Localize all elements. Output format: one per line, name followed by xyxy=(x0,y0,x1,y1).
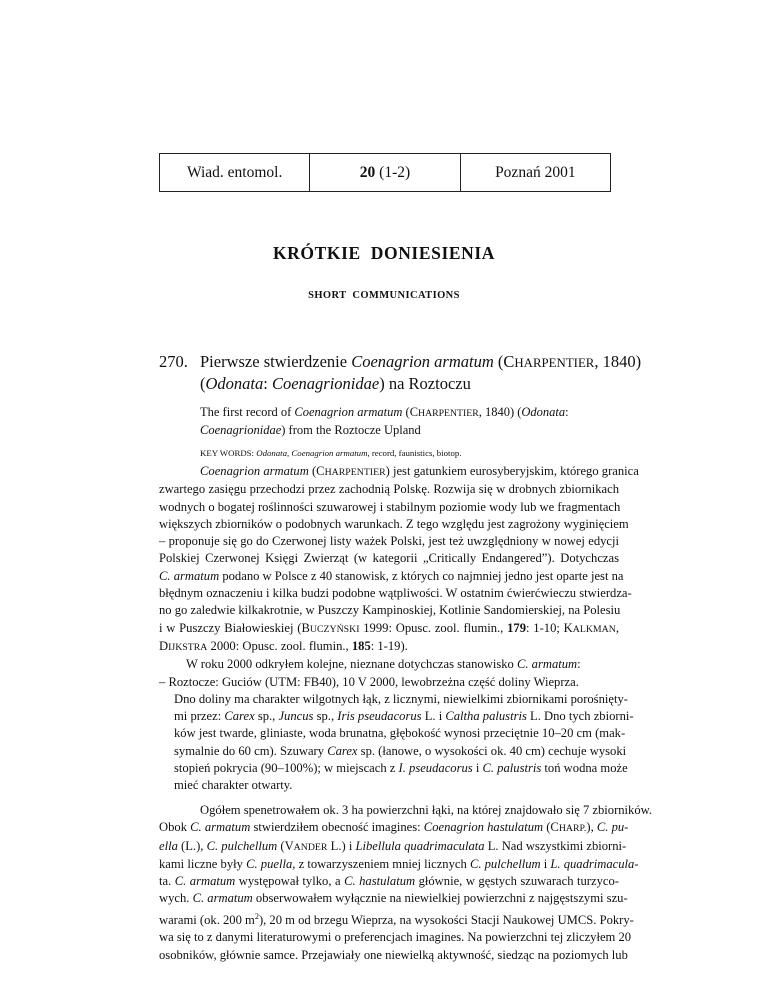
paragraph-4-line: wych. C. armatum obserwowałem wyłącznie na niewielkiej powierzchni z najgęstszymi szu- xyxy=(159,891,628,906)
locality-record: – Roztocze: Guciów (UTM: FB40), 10 V 2000, lewobrzeżna część doliny Wieprza. xyxy=(159,674,579,689)
paragraph-3-line: symalnie do 60 cm). Szuwary Carex sp. (łanowe, o wysokości ok. 40 cm) cechuje wysoki xyxy=(174,743,627,758)
paragraph-4-line: Obok C. armatum stwierdziłem obecność imagines: Coenagrion hastulatum (CHARP.), C. pu- xyxy=(159,820,629,835)
paragraph-1-line: – proponuje się go do Czerwonej listy ważek Polski, jest też uwzględniony w nowej edycji xyxy=(159,534,619,549)
keywords-label: KEY WORDS: xyxy=(200,448,255,458)
paragraph-3-line: stopień pokrycia (90–100%); w miejscach z I. pseudacorus i C. palustris toń wodna może xyxy=(174,761,628,776)
paragraph-4-line: kami liczne były C. puella, z towarzyszeniem mniej licznych C. pulchellum i L. quadrimacula- xyxy=(159,856,639,871)
keywords-text: Odonata, Coenagrion armatum, record, faunistics, biotop. xyxy=(256,448,462,458)
section-subtitle: SHORT COMMUNICATIONS xyxy=(308,290,460,301)
paragraph-1-line: i w Puszczy Białowieskiej (BUCZYŃSKI 1999: Opusc. zool. flumin., 179: 1-10; KALKMAN, xyxy=(159,620,619,635)
paragraph-4-line: ta. C. armatum występował tylko, a C. hastulatum głównie, w gęstych szuwarach turzyco- xyxy=(159,874,619,889)
article-title-line-1: Pierwsze stwierdzenie Coenagrion armatum (CHARPENTIER, 1840) xyxy=(200,352,642,371)
paragraph-1 xyxy=(159,463,639,795)
place-year: Poznań 2001 xyxy=(495,163,576,181)
paragraph-1-line: C. armatum podano w Polsce z 40 stanowisk, z których co najmniej jedno jest oparte jest na xyxy=(159,568,624,583)
paragraph-1-line: Polskiej Czerwonej Księgi Zwierząt (w kategorii „Critically Endangered”). Dotychczas xyxy=(159,551,619,566)
paragraph-1-line: błędnym oznaczeniu i kilka budzi podobne wątpliwości. W ostatnim ćwierćwieczu stwierdza- xyxy=(159,586,632,601)
volume-issue xyxy=(310,154,460,191)
paragraph-1-line: wodnych o bogatej roślinności szuwarowej i stabilnym poziomie wody lub we fragmentach xyxy=(159,499,621,514)
paragraph-4-line: osobników, głównie samce. Przejawiały one niewielką aktywność, siedząc na poziomych lub xyxy=(159,947,628,962)
article-title-line-2: (Odonata: Coenagrionidae) na Roztoczu xyxy=(200,374,471,393)
paragraph-3-line: mi przez: Carex sp., Juncus sp., Iris pseudacorus L. i Caltha palustris L. Dno tych zbiorni- xyxy=(174,709,634,724)
paragraph-1-line: no go zaledwie kilkakrotnie, w Puszczy Kampinoskiej, Kotlinie Sandomierskiej, na Polesiu xyxy=(159,603,621,618)
journal-name: Wiad. entomol. xyxy=(160,154,310,191)
paragraph-1-line: DIJKSTRA 2000: Opusc. zool. flumin., 185: 1-19). xyxy=(159,638,408,653)
paragraph-1-line: większych zbiorników o podobnych warunkach. Z tego względu jest zagrożony wyginięciem xyxy=(159,516,629,531)
paragraph-2: W roku 2000 odkryłem kolejne, nieznane dotychczas stanowisko C. armatum: xyxy=(186,657,581,672)
paragraph-4-line: wa się to z danymi literaturowymi o preferencjach imagines. Na powierzchni tej zliczyłem 20 xyxy=(159,930,632,945)
section-title: KRÓTKIE DONIESIENIA xyxy=(272,243,496,263)
journal-header-table xyxy=(159,153,611,192)
article-number: 270. xyxy=(159,352,188,371)
paragraph-3-line: Dno doliny ma charakter wilgotnych łąk, z licznymi, niewielkimi zbiornikami porośnięty- xyxy=(174,691,628,706)
english-title: The first record of Coenagrion armatum (CHARPENTIER, 1840) (Odonata: Coenagrionidae) from the Roztocze Upland xyxy=(200,405,569,437)
paragraph-3-line: mieć charakter otwarty. xyxy=(174,778,293,793)
issue-number: (1-2) xyxy=(375,163,411,181)
paragraph-4-line: warami (ok. 200 $m^2$), 20 m od brzegu Wieprza, na wysokości Stacji Naukowej UMCS. Pokry- xyxy=(159,911,634,927)
paragraph-3-line: ków jest twarde, gliniaste, woda brunatna, głębokość wynosi przeciętnie 10–20 cm (mak- xyxy=(174,726,626,741)
volume-number: 20 xyxy=(359,163,376,181)
paragraph-4 xyxy=(159,802,653,964)
paragraph-4-line: Ogółem spenetrowałem ok. 3 ha powierzchni łąki, na której znajdowało się 7 zbiorników. xyxy=(200,803,653,817)
paragraph-1-line: zwartego zasięgu przechodzi przez zachodnią Polskę. Rozwija się w drobnych zbiornikach xyxy=(159,482,619,497)
paragraph-4-line: ella (L.), C. pulchellum (VANDER L.) i Libellula quadrimaculata L. Nad wszystkimi zbiorni- xyxy=(159,838,627,853)
paragraph-1-line: Coenagrion armatum (CHARPENTIER) jest gatunkiem eurosyberyjskim, którego granica xyxy=(200,464,639,478)
keywords xyxy=(200,448,620,458)
